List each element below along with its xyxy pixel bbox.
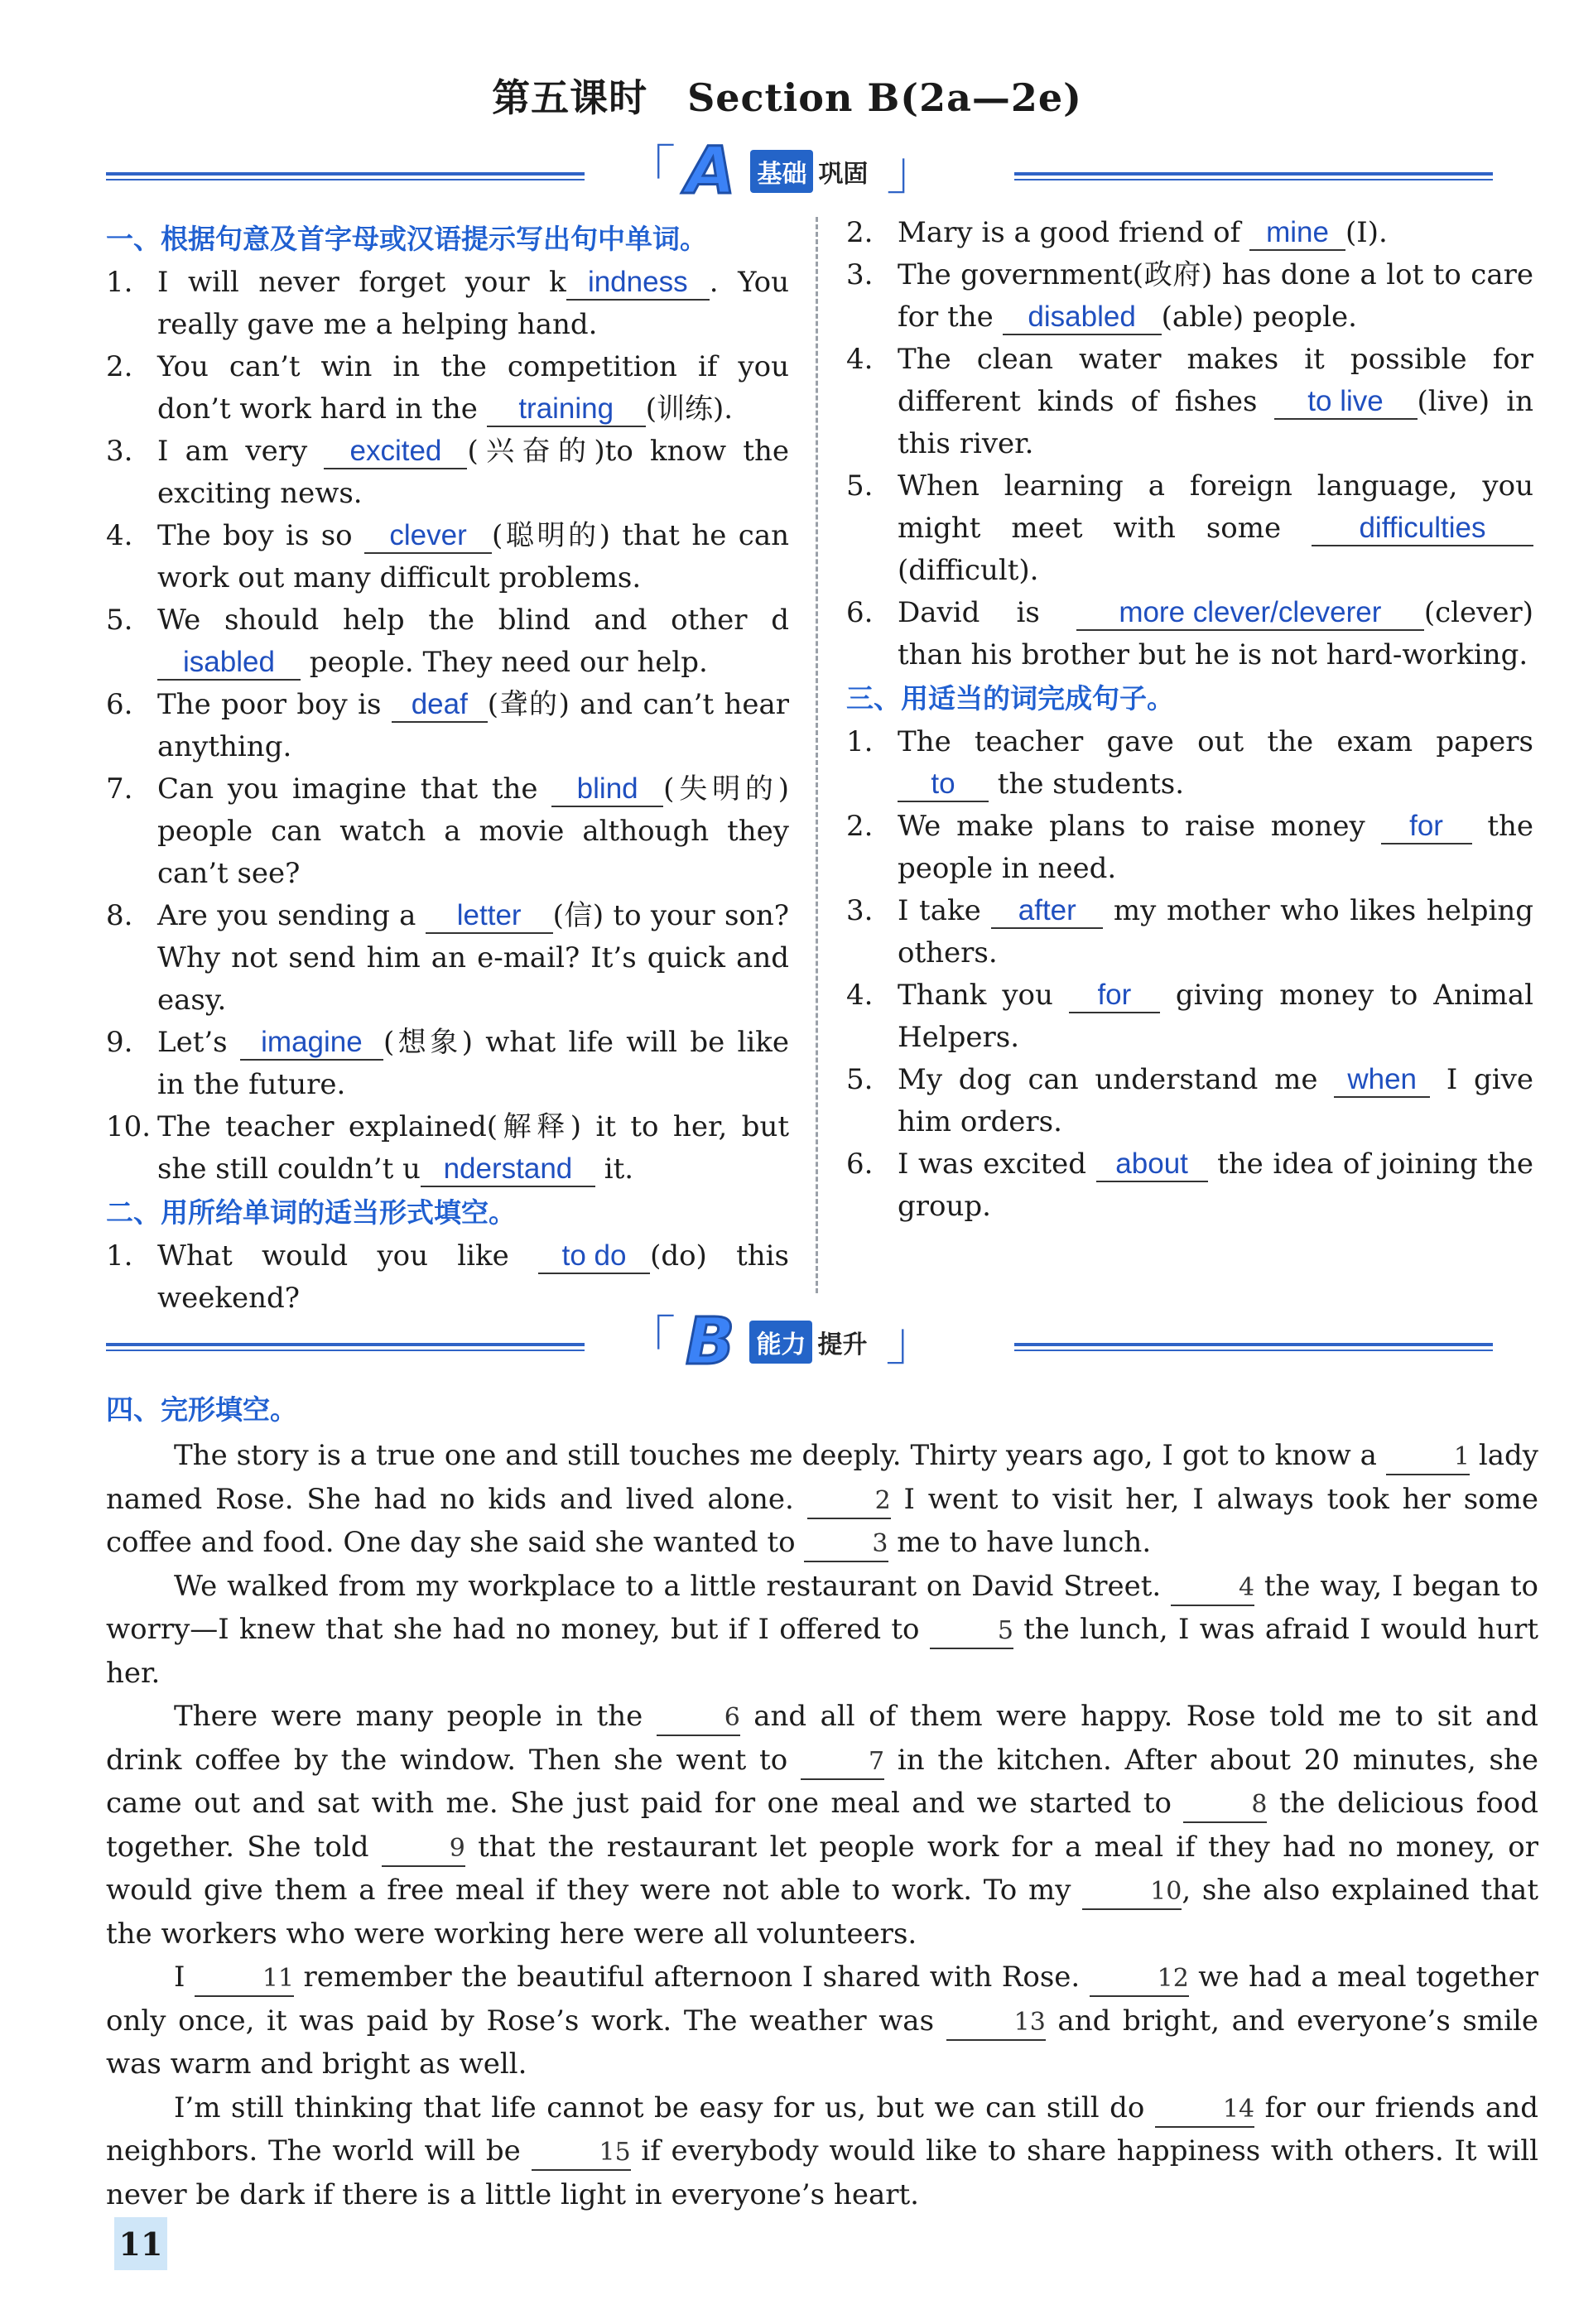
item-number: 10.: [106, 1110, 152, 1143]
item-text: [898, 254, 1533, 339]
part1-item: [106, 768, 789, 895]
cloze-blank[interactable]: 3: [804, 1528, 888, 1562]
cloze-blank[interactable]: 12: [1090, 1962, 1189, 1997]
item-prompt-end: (训练).: [645, 392, 734, 426]
item-number: 3.: [846, 258, 874, 291]
right-column: [846, 212, 1533, 1228]
item-text: [898, 1059, 1533, 1143]
item-prompt: The clean water makes it possible for different kinds of fishes: [898, 343, 1533, 418]
cloze-blank[interactable]: 7: [801, 1745, 884, 1780]
part2-item: [846, 212, 1533, 254]
item-prompt-end: (I).: [1345, 216, 1388, 249]
answer-blank[interactable]: to live: [1274, 385, 1418, 420]
item-text: [157, 684, 789, 768]
item-text: [157, 895, 789, 1022]
lesson-title-cn: 第五课时: [492, 75, 648, 120]
answer-blank[interactable]: isabled: [157, 646, 301, 681]
item-number: 1.: [106, 266, 133, 299]
part1-item: [106, 262, 789, 346]
section-b-header: [623, 1305, 939, 1379]
item-prompt: What would you like: [157, 1239, 539, 1273]
item-prompt-end: (想象) what life will be like in the future.: [157, 1026, 789, 1101]
item-prompt: David is: [898, 596, 1076, 629]
left-bracket-icon: 「: [623, 1311, 676, 1373]
section-b-label: 提升: [817, 1330, 868, 1359]
item-prompt-end: . You really gave me a helping hand.: [157, 266, 789, 341]
cloze-text: We walked from my workplace to a little restaurant on David Street.: [174, 1569, 1171, 1603]
cloze-blank[interactable]: 4: [1171, 1571, 1254, 1606]
item-prompt: Let’s: [157, 1026, 240, 1059]
cloze-text: lady named Rose. She had no kids and lived alone.: [106, 1439, 1538, 1516]
item-text: [157, 1106, 789, 1191]
cloze-blank[interactable]: 9: [382, 1832, 465, 1867]
answer-blank[interactable]: more clever/cleverer: [1076, 596, 1424, 631]
part2-item: [846, 592, 1533, 676]
item-prompt-end: my mother who likes helping others.: [898, 894, 1533, 970]
item-number: 2.: [106, 350, 133, 383]
item-number: 4.: [106, 519, 133, 552]
item-number: 6.: [106, 688, 133, 721]
answer-blank[interactable]: difficulties: [1312, 512, 1533, 546]
item-text: [157, 262, 789, 346]
part1-item: [106, 1106, 789, 1191]
section-a-left-rule: [106, 172, 585, 176]
page-number: 11: [114, 2217, 167, 2270]
right-bracket-icon: 」: [885, 1311, 939, 1373]
part1-item: [106, 684, 789, 768]
item-number: 3.: [106, 435, 133, 468]
item-number: 6.: [846, 1148, 874, 1181]
item-number: 3.: [846, 894, 874, 927]
part3-item: [846, 974, 1533, 1059]
part3-item: [846, 806, 1533, 890]
section-b-left-rule-thin: [106, 1350, 585, 1351]
item-text: [157, 768, 789, 895]
item-prompt-end: (do) this weekend?: [157, 1239, 789, 1315]
item-text: [898, 721, 1533, 806]
item-prompt-end: (聪明的) that he can work out many difficult problems.: [157, 519, 789, 594]
item-prompt: I was excited: [898, 1148, 1096, 1181]
section-a-header: [623, 134, 940, 209]
section-a-left-rule-thin: [106, 179, 585, 180]
cloze-text: we had a meal together only once, it was paid by Rose’s work. The weather was: [106, 1961, 1538, 2038]
part1-item: [106, 515, 789, 599]
item-text: [898, 806, 1533, 890]
answer-blank[interactable]: nderstand: [421, 1152, 595, 1187]
cloze-blank[interactable]: 8: [1183, 1788, 1267, 1823]
cloze-text: I: [174, 1961, 195, 1994]
item-number: 2.: [846, 810, 874, 843]
cloze-text: that the restaurant let people work for a meal if they had no money, or would give them a free meal if they were not able to work. To my: [106, 1830, 1538, 1907]
cloze-paragraph: [106, 1695, 1538, 1956]
item-prompt-end: (聋的) and can’t hear anything.: [157, 688, 789, 763]
item-prompt-end: the people in need.: [898, 810, 1533, 885]
cloze-text: I’m still thinking that life cannot be easy for us, but we can still do: [174, 2091, 1155, 2124]
answer-blank[interactable]: mine: [1249, 216, 1345, 251]
section-a-letter-icon: A: [686, 134, 736, 209]
item-number: 5.: [846, 1063, 874, 1096]
item-prompt: Are you sending a: [157, 899, 426, 932]
cloze-text: in the kitchen. After about 20 minutes, she came out and sat with me. She just paid for one meal and we started to: [106, 1743, 1538, 1820]
answer-blank[interactable]: letter: [426, 899, 553, 934]
column-divider: [816, 217, 818, 1293]
part1-heading: 一、根据句意及首字母或汉语提示写出句中单词。: [106, 223, 707, 255]
cloze-text: for our friends and neighbors. The world will be: [106, 2091, 1538, 2168]
answer-blank[interactable]: for: [1381, 810, 1472, 844]
section-b-left-rule: [106, 1343, 585, 1346]
cloze-text: The story is a true one and still touches me deeply. Thirty years ago, I got to know a: [174, 1439, 1386, 1472]
answer-blank[interactable]: deaf: [392, 688, 488, 723]
item-text: [898, 465, 1533, 592]
item-text: [157, 431, 789, 515]
item-prompt-end: (clever) than his brother but he is not hard-working.: [898, 596, 1533, 671]
answer-blank[interactable]: after: [991, 894, 1103, 929]
answer-blank[interactable]: to do: [538, 1239, 650, 1274]
right-bracket-icon: 」: [886, 141, 940, 202]
item-prompt: I am very: [157, 435, 325, 468]
answer-blank[interactable]: training: [487, 392, 646, 427]
item-prompt: The boy is so: [157, 519, 365, 552]
item-prompt: The teacher explained(解释) it to her, but she still couldn’t u: [157, 1110, 789, 1186]
lesson-title-en: Section B(2a—2e): [687, 75, 1082, 120]
item-prompt: I take: [898, 894, 992, 927]
part1-item: [106, 599, 789, 684]
item-number: 1.: [106, 1239, 133, 1273]
item-text: [898, 212, 1533, 254]
item-prompt: We make plans to raise money: [898, 810, 1381, 843]
item-prompt: The government(政府) has done a lot to care for the: [898, 258, 1533, 334]
cloze-text: There were many people in the: [174, 1700, 657, 1733]
answer-blank[interactable]: clever: [364, 519, 492, 554]
answer-blank[interactable]: about: [1096, 1148, 1208, 1182]
cloze-blank[interactable]: 10: [1082, 1875, 1182, 1910]
cloze-paragraph: [106, 1565, 1538, 1696]
item-prompt: The teacher gave out the exam papers: [898, 725, 1533, 758]
item-prompt-end: (信) to your son? Why not send him an e-mail? It’s quick and easy.: [157, 899, 789, 1017]
cloze-paragraph: [106, 2086, 1538, 2217]
cloze-blank[interactable]: 14: [1155, 2093, 1254, 2128]
answer-blank[interactable]: when: [1334, 1063, 1430, 1098]
section-a-right-rule: [1014, 172, 1493, 176]
part3-item: [846, 721, 1533, 806]
answer-blank[interactable]: to: [898, 767, 989, 802]
item-text: [157, 1022, 789, 1106]
answer-blank[interactable]: for: [1069, 979, 1160, 1013]
part1-item: [106, 431, 789, 515]
item-prompt: My dog can understand me: [898, 1063, 1335, 1096]
item-number: 4.: [846, 979, 874, 1012]
item-number: 5.: [106, 604, 133, 637]
item-text: [157, 599, 789, 684]
item-number: 7.: [106, 772, 133, 806]
item-prompt-end: (difficult).: [898, 554, 1039, 587]
cloze-blank[interactable]: 13: [946, 2006, 1046, 2041]
item-number: 8.: [106, 899, 133, 932]
answer-blank[interactable]: indness: [566, 266, 710, 301]
cloze-text: the way, I began to worry—I knew that she had no money, but if I offered to: [106, 1569, 1539, 1646]
cloze-text: and all of them were happy. Rose told me to sit and drink coffee by the window. Then she went to: [106, 1700, 1538, 1777]
part3-item: [846, 890, 1533, 974]
cloze-blank[interactable]: 6: [657, 1701, 740, 1736]
item-prompt: Thank you: [898, 979, 1069, 1012]
cloze-text: remember the beautiful afternoon I shared with Rose.: [294, 1961, 1090, 1994]
cloze-paragraph: [106, 1434, 1538, 1565]
item-prompt-end: I give him orders.: [898, 1063, 1534, 1138]
page-title: [0, 68, 1574, 123]
item-prompt: Can you imagine that the: [157, 772, 552, 806]
item-prompt-end: people. They need our help.: [301, 646, 708, 679]
item-text: [898, 974, 1533, 1059]
cloze-blank[interactable]: 15: [532, 2136, 631, 2171]
answer-blank[interactable]: excited: [324, 435, 467, 469]
item-number: 9.: [106, 1026, 133, 1059]
part2-item: [846, 465, 1533, 592]
item-prompt: The poor boy is: [157, 688, 392, 721]
item-text: [157, 515, 789, 599]
item-number: 1.: [846, 725, 874, 758]
left-bracket-icon: 「: [623, 141, 676, 202]
item-prompt: You can’t win in the competition if you don’t work hard in the: [157, 350, 789, 426]
item-prompt: We should help the blind and other d: [157, 604, 789, 637]
item-prompt-end: the idea of joining the group.: [898, 1148, 1533, 1223]
answer-blank[interactable]: disabled: [1003, 301, 1162, 335]
part3-item: [846, 1143, 1533, 1228]
item-prompt: I will never forget your k: [157, 266, 566, 299]
section-b-letter-icon: B: [686, 1305, 735, 1379]
cloze-blank[interactable]: 5: [930, 1614, 1013, 1649]
part2-item: [846, 339, 1533, 465]
item-number: 2.: [846, 216, 874, 249]
item-text: [898, 339, 1533, 465]
section-b-right-rule: [1014, 1343, 1493, 1346]
part1-item: [106, 346, 789, 431]
cloze-text: me to have lunch.: [888, 1526, 1152, 1559]
cloze-text: the lunch, I was afraid I would hurt her.: [106, 1613, 1539, 1690]
item-prompt-end: (able) people.: [1161, 301, 1357, 334]
part2-item: [846, 254, 1533, 339]
cloze-text: , she also explained that the workers who were working here were all volunteers.: [106, 1874, 1538, 1951]
item-prompt: Mary is a good friend of: [898, 216, 1249, 249]
section-b-badge: 能力: [749, 1321, 812, 1364]
cloze-text: the delicious food together. She told: [106, 1787, 1538, 1864]
answer-blank[interactable]: imagine: [240, 1026, 383, 1061]
cloze-text: if everybody would like to share happiness with others. It will never be dark if there is a little light in everyone’s heart.: [106, 2134, 1538, 2211]
part3-item: [846, 1059, 1533, 1143]
item-text: [898, 1143, 1533, 1228]
part1-item: [106, 895, 789, 1022]
section-a-badge: 基础: [750, 150, 813, 193]
item-text: [898, 592, 1533, 676]
item-text: [157, 346, 789, 431]
part4-heading: 四、完形填空。: [106, 1393, 297, 1426]
cloze-paragraph: [106, 1956, 1538, 2086]
item-text: [898, 890, 1533, 974]
cloze-text: I went to visit her, I always took her some coffee and food. One day she said she wanted to: [106, 1482, 1538, 1559]
answer-blank[interactable]: blind: [551, 772, 663, 807]
item-prompt: When learning a foreign language, you might meet with some: [898, 469, 1533, 545]
item-number: 4.: [846, 343, 874, 376]
item-prompt-end: (失明的) people can watch a movie although they can’t see?: [157, 772, 789, 890]
item-prompt-end: the students.: [989, 767, 1185, 801]
cloze-blank[interactable]: 2: [807, 1484, 891, 1519]
part3-heading: 三、用适当的词完成句子。: [846, 682, 1174, 715]
item-number: 5.: [846, 469, 874, 503]
item-number: 6.: [846, 596, 874, 629]
item-prompt-end: (兴奋的)to know the exciting news.: [157, 435, 790, 510]
part1-item: [106, 1022, 789, 1106]
item-prompt-end: it.: [594, 1152, 634, 1186]
left-column: [106, 217, 789, 1320]
cloze-blank[interactable]: 1: [1386, 1441, 1470, 1475]
part2-heading: 二、用所给单词的适当形式填空。: [106, 1196, 516, 1229]
cloze-blank[interactable]: 11: [195, 1962, 294, 1997]
item-prompt-end: (live) in this river.: [898, 385, 1533, 460]
section-a-label: 巩固: [818, 160, 869, 189]
section-a-right-rule-thin: [1014, 179, 1493, 180]
section-b-right-rule-thin: [1014, 1350, 1493, 1351]
cloze-text: and bright, and everyone’s smile was warm and bright as well.: [106, 2004, 1538, 2081]
cloze-passage: [106, 1434, 1538, 2216]
item-prompt-end: giving money to Animal Helpers.: [898, 979, 1533, 1054]
